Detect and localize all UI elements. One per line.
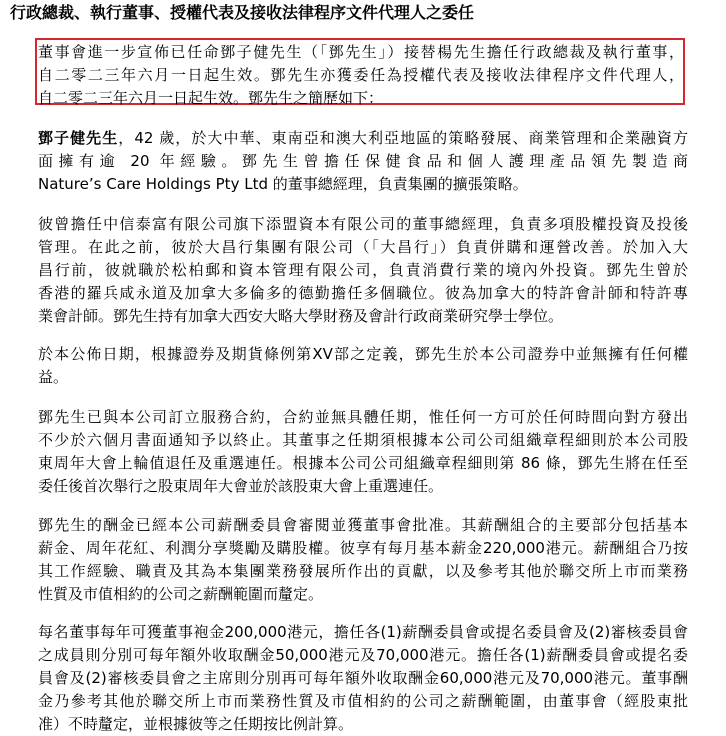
text-line: 委任後首次舉行之股東周年大會並於該股東大會上重選連任。 <box>38 477 444 495</box>
text-line: 彼曾擔任中信泰富有限公司旗下添盟資本有限公司的董事總經理，負責多項股權投資及投後 <box>38 215 688 233</box>
text-line: 面擁有逾 20 年經驗。鄧先生曾擔任保健食品和個人護理產品領先製造商 <box>38 152 688 170</box>
paragraph-service-contract <box>38 406 688 498</box>
text-line: 管理。在此之前，彼於大昌行集團有限公司（「大昌行」）負責併購和運營改善。於加入大 <box>38 238 688 256</box>
section-heading: 行政總裁、執行董事、授權代表及接收法律程序文件代理人之委任 <box>10 3 475 22</box>
text-line: 董事會進一步宣佈已任命鄧子健先生（「鄧先生」）接替楊先生擔任行政總裁及執行董事， <box>38 43 684 61</box>
text-line: 每名董事每年可獲董事袍金200,000港元，擔任各(1)薪酬委員會或提名委員會及(2)審核委員會 <box>38 623 688 641</box>
paragraph-director-fees <box>38 621 688 736</box>
paragraph-appointment <box>38 41 684 110</box>
text-line: 自二零二三年六月一日起生效。鄧先生亦獲委任為授權代表及接收法律程序文件代理人， <box>38 66 684 84</box>
name-lead: 鄧子健先生 <box>38 129 119 147</box>
text-line: 准）不時釐定，並根據彼等之任期按比例計算。 <box>38 715 354 733</box>
text-line: 東周年大會上輪值退任及重選連任。根據本公司公司組織章程細則第 86 條，鄧先生將在任至 <box>38 454 688 472</box>
text-line: 其工作經驗、職責及其為本集團業務發展所作出的貢獻，以及參考其他於聯交所上市而業務 <box>38 562 688 580</box>
text-line: 薪金、周年花紅、利潤分享獎勵及購股權。彼享有每月基本薪金220,000港元。薪酬組合乃按 <box>38 539 688 557</box>
text-line: 鄧先生已與本公司訂立服務合約，合約並無具體任期，惟任何一方可於任何時間向對方發出 <box>38 408 688 426</box>
text-line: 性質及市值相約的公司之薪酬範圍而釐定。 <box>38 585 324 603</box>
paragraph-interests <box>38 343 688 389</box>
text-line: 香港的羅兵咸永道及加拿大多倫多的德勤擔任多個職位。彼為加拿大的特許會計師和特許專 <box>38 284 688 302</box>
text-line <box>38 127 688 150</box>
paragraph-remuneration <box>38 514 688 606</box>
text-line: 益。 <box>38 368 69 386</box>
text-line: 業會計師。鄧先生持有加拿大西安大略大學財務及會計行政商業研究學士學位。 <box>38 307 564 325</box>
text-run: ，42 歲，於大中華、東南亞和澳大利亞地區的策略發展、商業管理和企業融資方 <box>118 129 688 147</box>
text-line: 不少於六個月書面通知予以終止。其董事之任期須根據本公司公司組織章程細則於本公司股 <box>38 431 688 449</box>
text-line: 自二零二三年六月一日起生效。鄧先生之簡歷如下： <box>38 89 384 107</box>
text-line: 之成員則分別可每年額外收取酬金50,000港元及70,000港元。擔任各(1)薪酬委員會或提名委 <box>38 646 688 664</box>
paragraph-biography <box>38 127 688 196</box>
text-line: Nature’s Care Holdings Pty Ltd 的董事總經理，負責集團的擴張策略。 <box>38 175 528 193</box>
text-line: 員會及(2)審核委員會之主席則分別再可每年額外收取酬金60,000港元及70,000港元。董事酬 <box>38 669 688 687</box>
text-line: 於本公佈日期，根據證券及期貨條例第XV部之定義，鄧先生於本公司證券中並無擁有任何權 <box>38 345 688 363</box>
paragraph-career <box>38 213 688 328</box>
text-line: 金乃參考其他於聯交所上市而業務性質及市值相約的公司之薪酬範圍，由董事會（經股東批 <box>38 692 688 710</box>
text-line: 鄧先生的酬金已經本公司薪酬委員會審閱並獲董事會批准。其薪酬組合的主要部分包括基本 <box>38 516 688 534</box>
text-line: 昌行前，彼就職於松柏郵和資本管理有限公司，負責消費行業的境內外投資。鄧先生曾於 <box>38 261 688 279</box>
